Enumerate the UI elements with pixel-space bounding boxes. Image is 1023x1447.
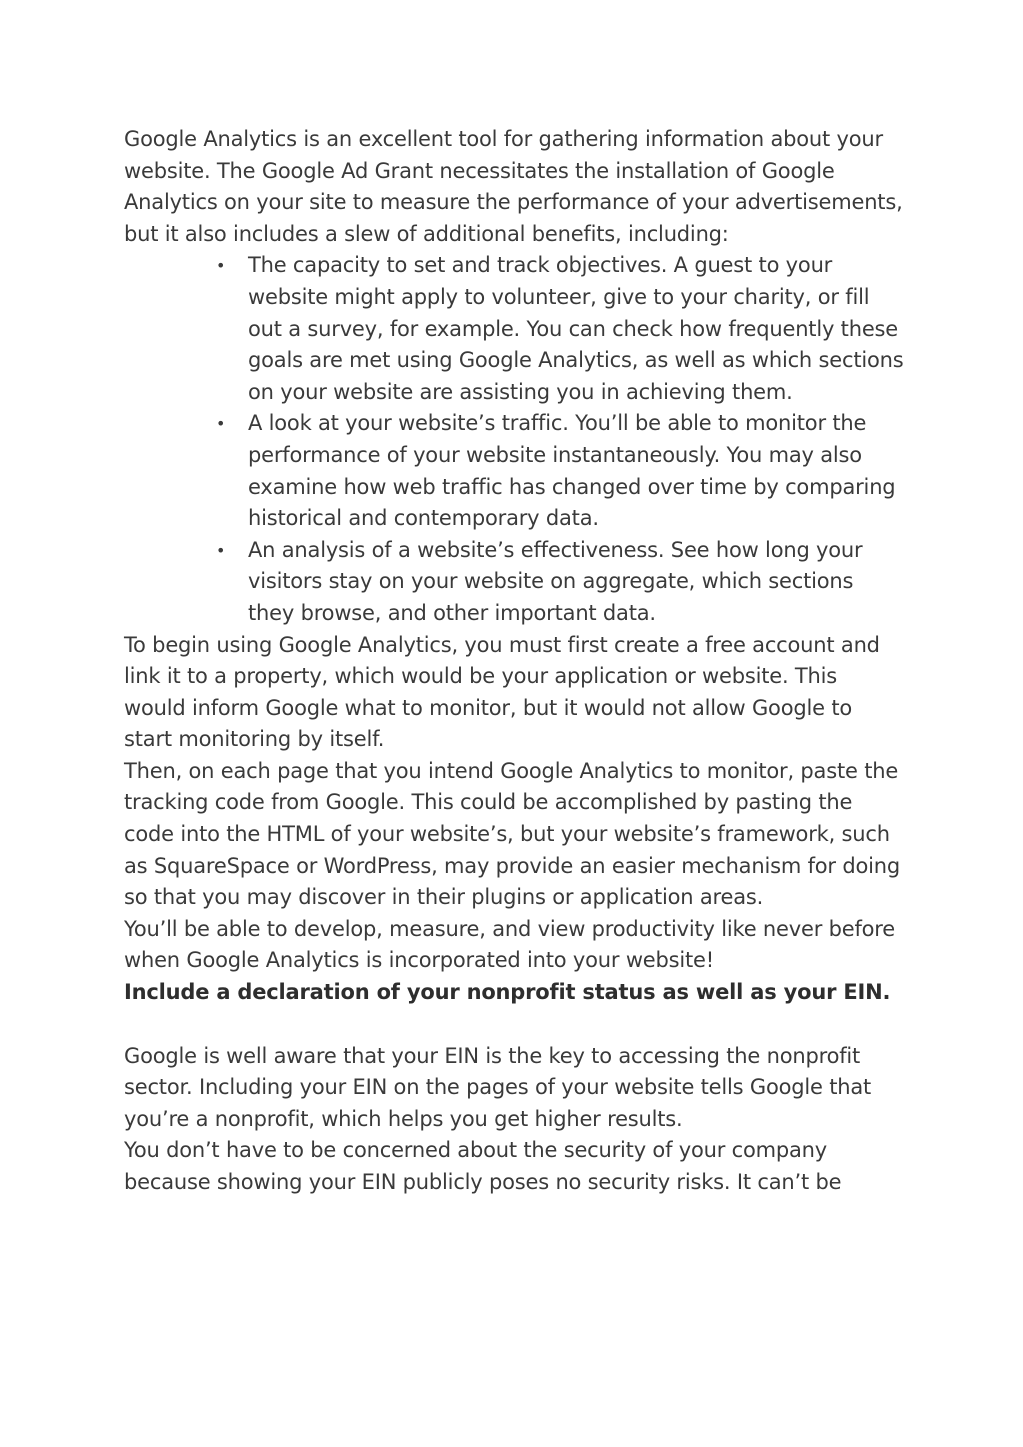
list-item xyxy=(216,408,904,534)
list-item xyxy=(216,250,904,408)
benefits-list xyxy=(124,250,904,629)
bullet-icon: • xyxy=(216,256,226,276)
list-item xyxy=(216,535,904,630)
blank-line xyxy=(124,1009,904,1041)
bullet-icon: • xyxy=(216,414,226,434)
document-page xyxy=(124,124,904,1199)
section-heading: Include a declaration of your nonprofit status as well as your EIN. xyxy=(124,980,891,1005)
list-item-text: An analysis of a website’s effectiveness. See how long your visitors stay on your website on aggregate, which sections they browse, and other important data. xyxy=(248,537,863,625)
develop-paragraph: You’ll be able to develop, measure, and view productivity like never before when Google Analytics is incorporated into your website! xyxy=(124,916,895,973)
list-item-text: A look at your website’s traffic. You’ll be able to monitor the performance of your website instantaneously. You may also examine how web traffic has changed over time by comparing historical and contemporary data. xyxy=(248,411,896,531)
tracking-code-paragraph: Then, on each page that you intend Google Analytics to monitor, paste the tracking code from Google. This could be accomplished by pasting the code into the HTML of your website’s, but your website’s framework, such as SquareSpace or WordPress, may provide an easier mechanism for doing so that you may discover in their plugins or application areas. xyxy=(124,758,900,910)
ein-paragraph: Google is well aware that your EIN is the key to accessing the nonprofit sector. Including your EIN on the pages of your website tells Google that you’re a nonprofit, which helps you get higher results. xyxy=(124,1043,872,1131)
security-paragraph: You don’t have to be concerned about the security of your company because showing your EIN publicly poses no security risks. It can’t be xyxy=(124,1138,842,1194)
intro-paragraph: Google Analytics is an excellent tool for gathering information about your website. The Google Ad Grant necessitates the installation of Google Analytics on your site to measure the performance of your advertisements, but it also includes a slew of additional benefits, including: xyxy=(124,127,903,246)
list-item-text: The capacity to set and track objectives. A guest to your website might apply to volunteer, give to your charity, or fill out a survey, for example. You can check how frequently these goals are met using Google Analytics, as well as which sections on your website are assisting you in achieving them. xyxy=(248,253,904,404)
bullet-icon: • xyxy=(216,540,226,560)
begin-paragraph: To begin using Google Analytics, you must first create a free account and link it to a property, which would be your application or website. This would inform Google what to monitor, but it would not allow Google to start monitoring by itself. xyxy=(124,632,880,752)
